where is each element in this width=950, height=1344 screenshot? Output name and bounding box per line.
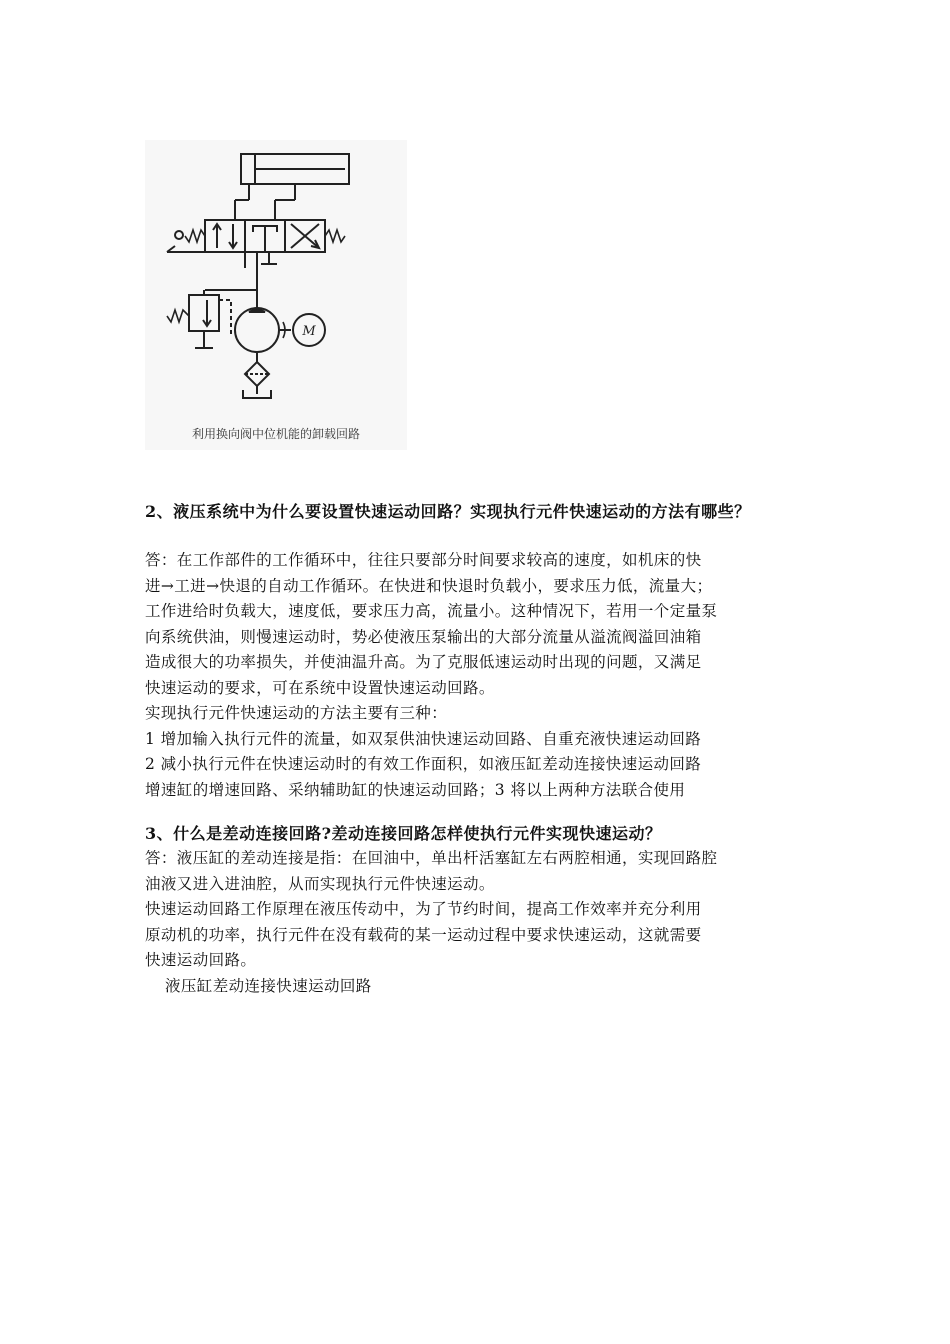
answer-line: 进→工进→快退的自动工作循环。在快进和快退时负载小，要求压力低，流量大； bbox=[145, 576, 713, 595]
principle-line: 快速运动回路。 bbox=[145, 951, 257, 969]
answer-line: 向系统供油，则慢速运动时，势必使液压泵输出的大部分流量从溢流阀溢回油箱 bbox=[145, 627, 702, 646]
relief-valve bbox=[189, 295, 219, 331]
principle-line: 原动机的功率，执行元件在没有载荷的某一运动过程中要求快速运动，这就需要 bbox=[145, 925, 702, 944]
answer-line: 答：在工作部件的工作循环中，往往只要部分时间要求较高的速度，如机床的快 bbox=[145, 551, 702, 569]
methods-line: 2 减小执行元件在快速运动时的有效工作面积，如液压缸差动连接快速运动回路 bbox=[145, 755, 702, 773]
answer-line: 工作进给时负载大，速度低，要求压力高，流量小。这种情况下，若用一个定量泵 bbox=[145, 602, 718, 620]
methods-line: 增速缸的增速回路、采纳辅助缸的快速运动回路；3 将以上两种方法联合使用 bbox=[145, 780, 686, 799]
motor-label: M bbox=[302, 324, 316, 339]
methods-intro: 实现执行元件快速运动的方法主要有三种： bbox=[145, 704, 448, 722]
section-2 bbox=[145, 500, 810, 524]
answer-line: 油液又进入进油腔，从而实现执行元件快速运动。 bbox=[145, 874, 495, 893]
hydraulic-circuit-figure bbox=[145, 140, 407, 450]
section-3-heading: 3、什么是差动连接回路?差动连接回路怎样使执行元件实现快速运动？ bbox=[145, 824, 662, 843]
section-2-heading: 2、液压系统中为什么要设置快速运动回路？实现执行元件快速运动的方法有哪些？ bbox=[145, 502, 751, 521]
methods-line: 1 增加输入执行元件的流量，如双泵供油快速运动回路、自重充液快速运动回路 bbox=[145, 729, 702, 748]
electric-motor bbox=[293, 314, 325, 346]
pump bbox=[235, 308, 279, 352]
answer-line: 造成很大的功率损失，并使油温升高。为了克服低速运动时出现的问题，又满足 bbox=[145, 653, 702, 671]
section-2-answer bbox=[145, 548, 810, 803]
answer-line: 答：液压缸的差动连接是指：在回油中，单出杆活塞缸左右两腔相通，实现回路腔 bbox=[145, 849, 718, 867]
subtitle: 液压缸差动连接快速运动回路 bbox=[165, 976, 372, 995]
section-3-answer bbox=[145, 846, 810, 999]
figure-caption: 利用换向阀中位机能的卸载回路 bbox=[191, 427, 360, 441]
answer-line: 快速运动的要求，可在系统中设置快速运动回路。 bbox=[145, 678, 495, 697]
circuit-diagram bbox=[145, 140, 407, 420]
principle-line: 快速运动回路工作原理在液压传动中，为了节约时间，提高工作效率并充分利用 bbox=[145, 900, 702, 918]
section-3 bbox=[145, 822, 810, 846]
